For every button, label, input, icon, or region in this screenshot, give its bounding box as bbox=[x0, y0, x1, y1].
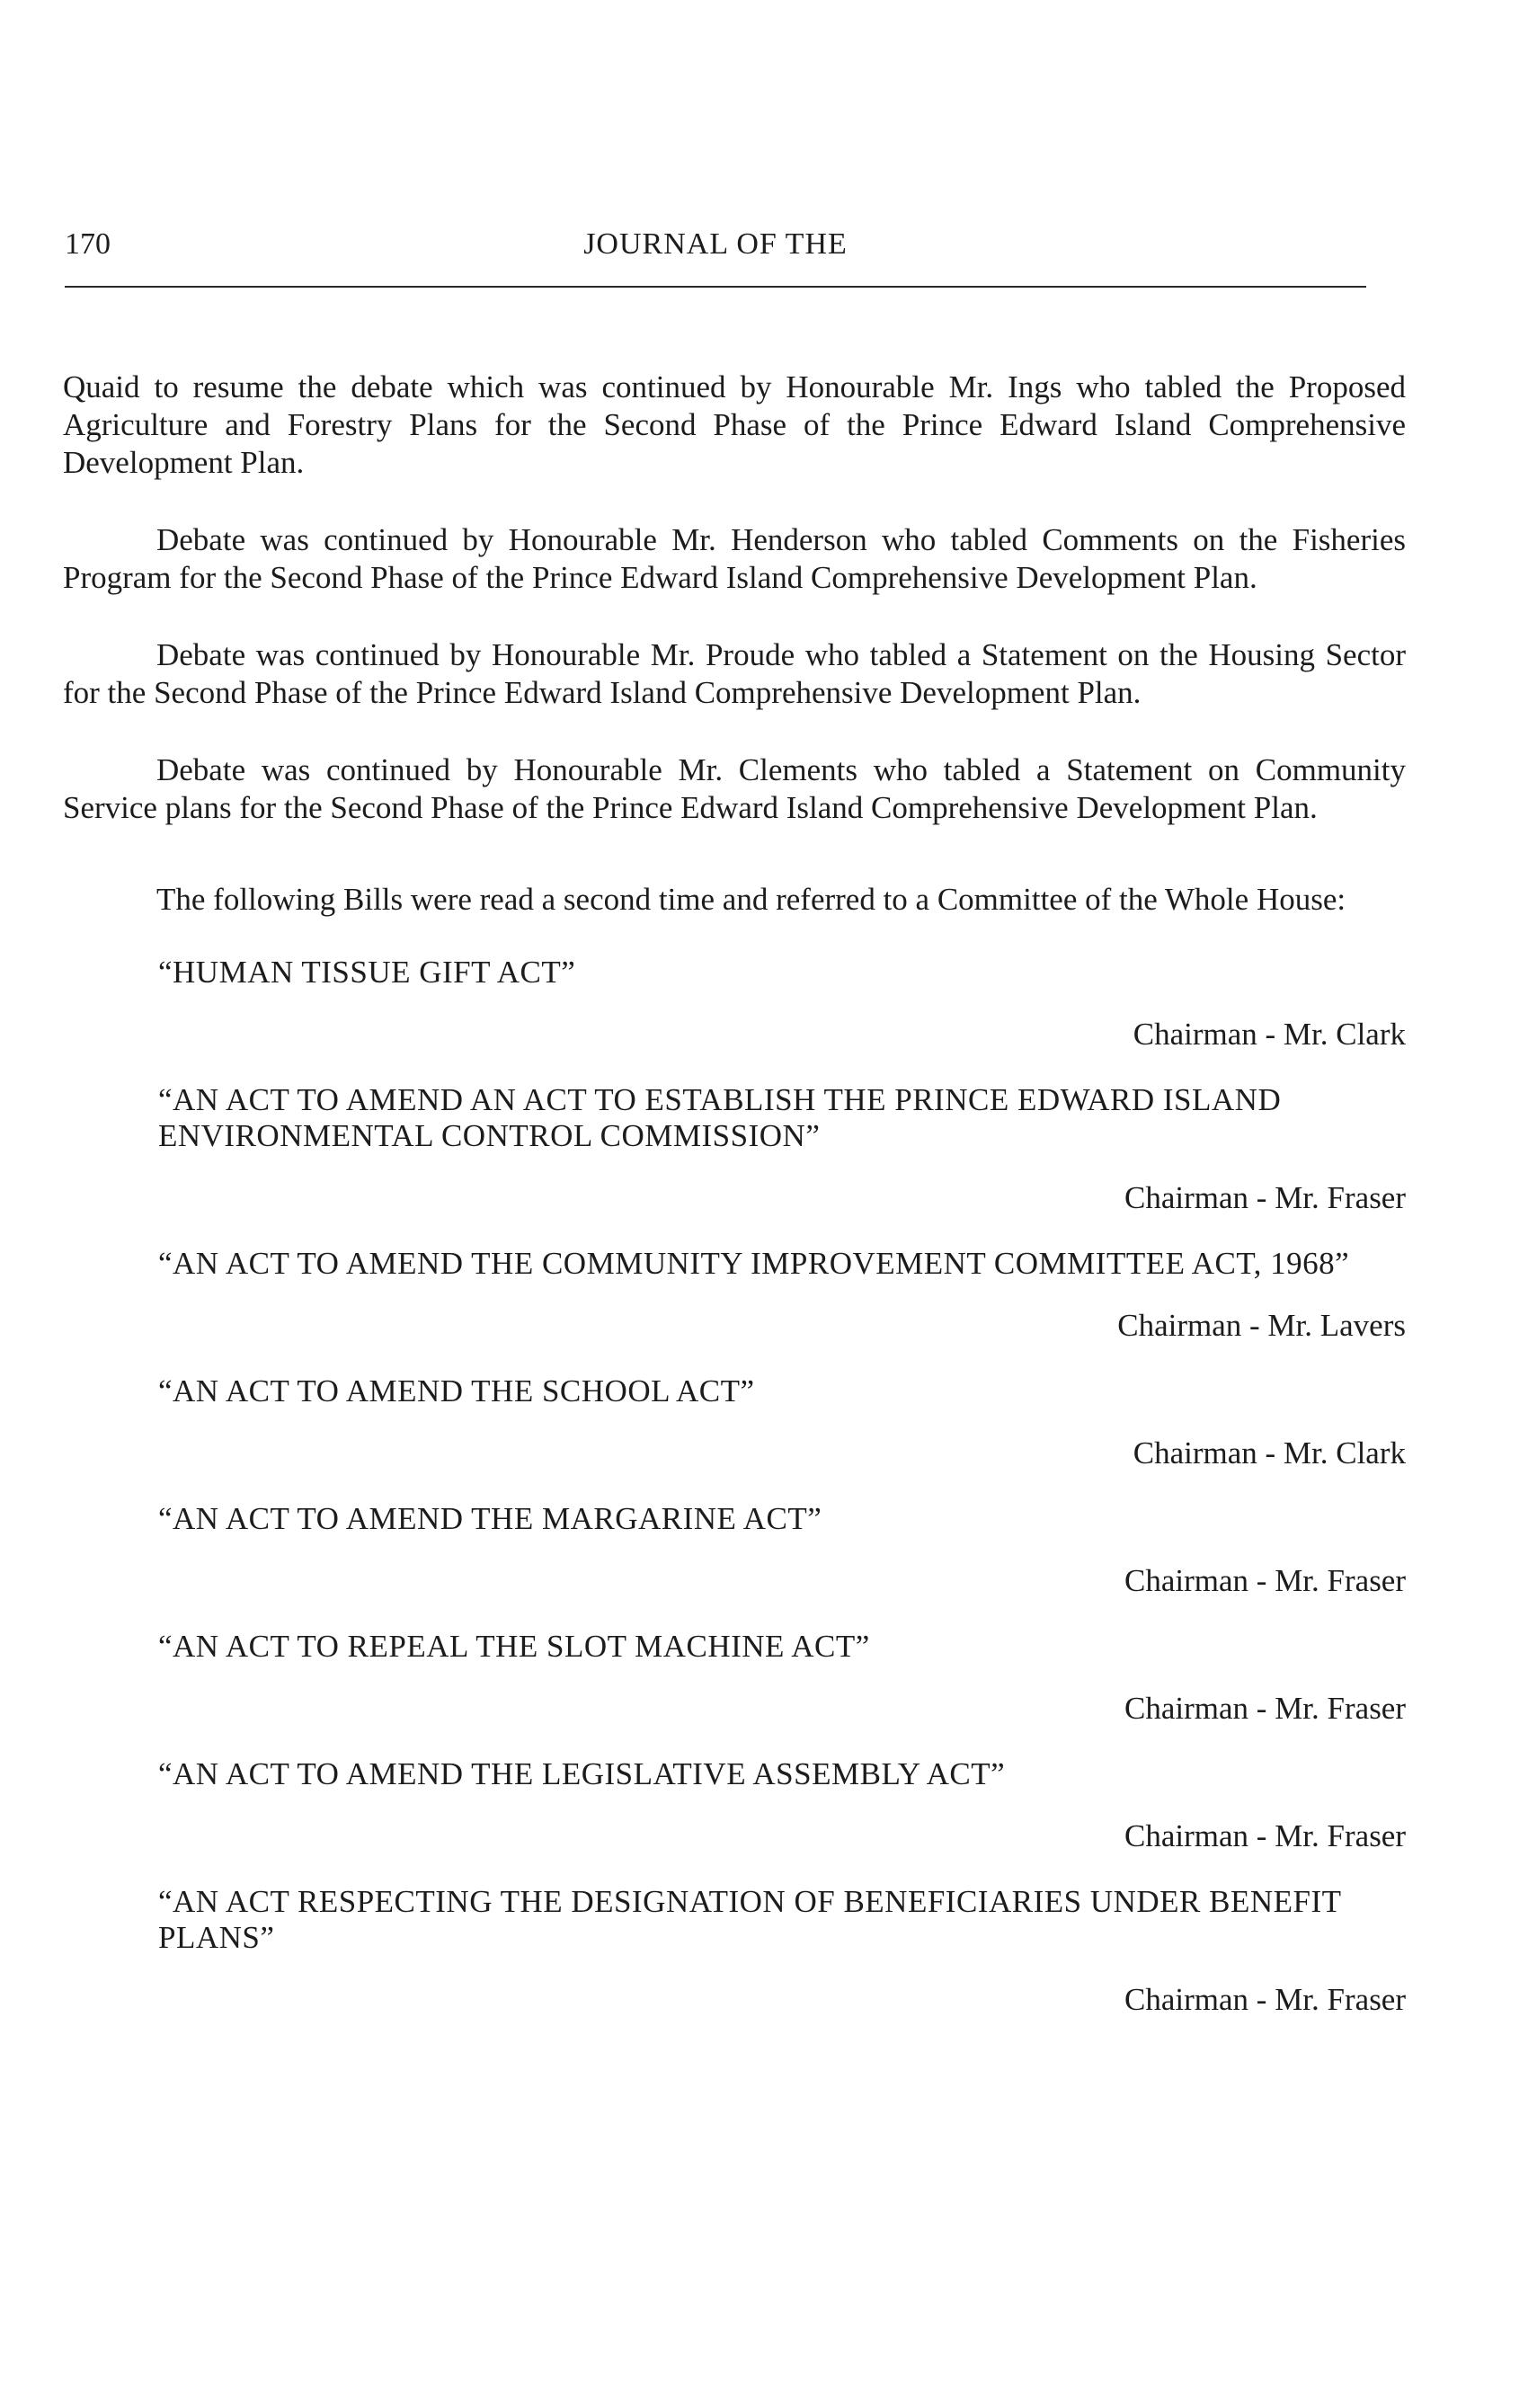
bill-chairman: Chairman - Mr. Fraser bbox=[1124, 1563, 1406, 1598]
header-rule bbox=[65, 286, 1366, 288]
running-head: JOURNAL OF THE bbox=[583, 227, 848, 261]
bill-entry bbox=[63, 1373, 1406, 1472]
bill-title: “AN ACT TO AMEND AN ACT TO ESTABLISH THE PRINCE EDWARD ISLAND ENVIRONMENTAL CONTROL COMMISSION” bbox=[158, 1082, 1282, 1153]
bill-title: “AN ACT TO AMEND THE COMMUNITY IMPROVEMENT COMMITTEE ACT, 1968” bbox=[158, 1246, 1350, 1281]
page-body bbox=[63, 369, 1406, 2048]
bill-entry bbox=[63, 1082, 1406, 1217]
bills-list bbox=[63, 955, 1406, 2019]
bill-title: “AN ACT RESPECTING THE DESIGNATION OF BENEFICIARIES UNDER BENEFIT PLANS” bbox=[158, 1884, 1341, 1955]
bill-chairman: Chairman - Mr. Clark bbox=[1133, 1017, 1406, 1052]
bills-intro: The following Bills were read a second time and referred to a Committee of the Whole House: bbox=[156, 882, 1346, 917]
bill-chairman: Chairman - Mr. Lavers bbox=[1117, 1308, 1406, 1343]
paragraph: Debate was continued by Honourable Mr. Proude who tabled a Statement on the Housing Sector for the Second Phase of the Prince Edward Island Comprehensive Development Plan. bbox=[63, 637, 1406, 710]
bill-chairman: Chairman - Mr. Clark bbox=[1133, 1435, 1406, 1471]
bill-title: “AN ACT TO REPEAL THE SLOT MACHINE ACT” bbox=[158, 1629, 870, 1664]
bill-chairman: Chairman - Mr. Fraser bbox=[1124, 1691, 1406, 1726]
bill-title: “AN ACT TO AMEND THE LEGISLATIVE ASSEMBLY ACT” bbox=[158, 1756, 1006, 1791]
bill-chairman: Chairman - Mr. Fraser bbox=[1124, 1180, 1406, 1215]
bill-entry bbox=[63, 1246, 1406, 1345]
bill-entry bbox=[63, 1629, 1406, 1728]
bill-entry bbox=[63, 1756, 1406, 1855]
paragraph: Debate was continued by Honourable Mr. Henderson who tabled Comments on the Fisheries Program for the Second Phase of the Prince Edward Island Comprehensive Development Plan. bbox=[63, 522, 1406, 595]
bill-entry bbox=[63, 1501, 1406, 1600]
page-number: 170 bbox=[65, 227, 111, 261]
bill-chairman: Chairman - Mr. Fraser bbox=[1124, 1818, 1406, 1853]
page-header bbox=[65, 225, 1366, 275]
bill-title: “HUMAN TISSUE GIFT ACT” bbox=[158, 955, 576, 990]
bill-entry bbox=[63, 1884, 1406, 2019]
bill-title: “AN ACT TO AMEND THE MARGARINE ACT” bbox=[158, 1501, 822, 1536]
bill-chairman: Chairman - Mr. Fraser bbox=[1124, 1982, 1406, 2017]
paragraph: Debate was continued by Honourable Mr. Clements who tabled a Statement on Community Service plans for the Second Phase of the Prince Edward Island Comprehensive Development Plan. bbox=[63, 752, 1406, 825]
bill-entry bbox=[63, 955, 1406, 1053]
bill-title: “AN ACT TO AMEND THE SCHOOL ACT” bbox=[158, 1373, 755, 1408]
paragraph: Quaid to resume the debate which was continued by Honourable Mr. Ings who tabled the Proposed Agriculture and Forestry Plans for the Second Phase of the Prince Edward Island Comprehensive Development Plan. bbox=[63, 369, 1406, 480]
